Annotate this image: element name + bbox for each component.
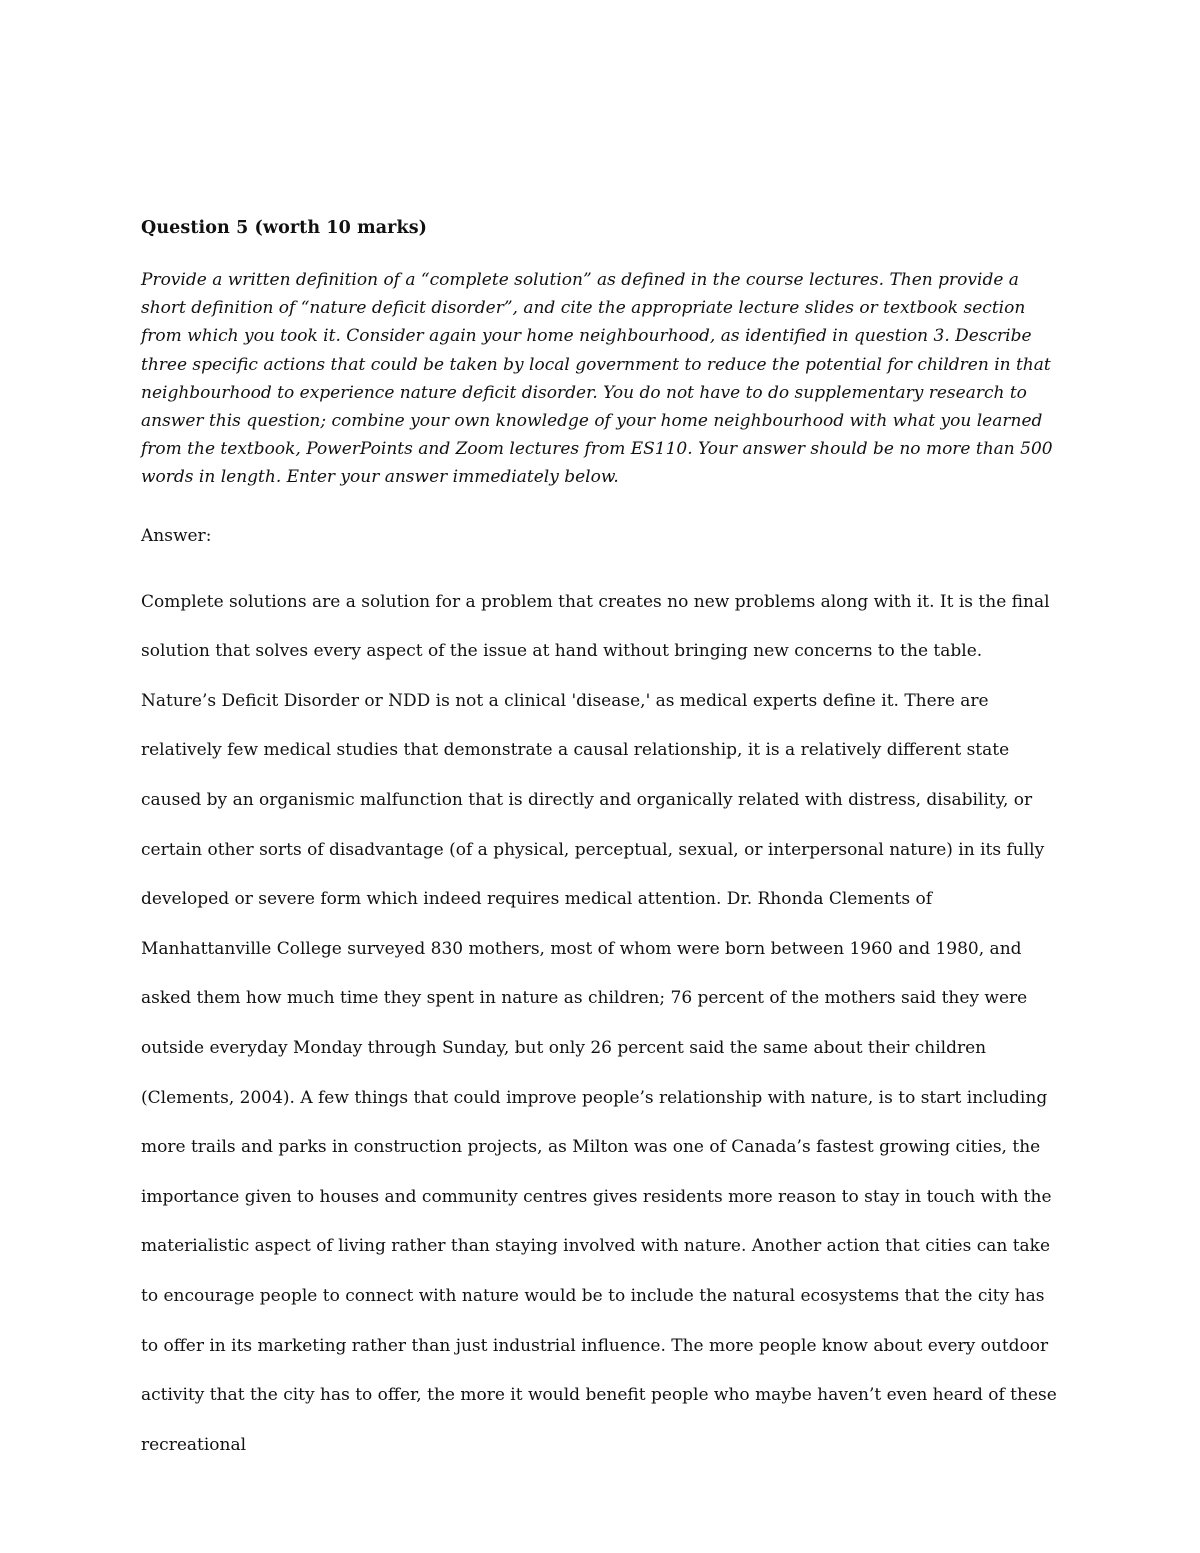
document-content [141, 214, 1061, 1470]
question-title: Question 5 (worth 10 marks) [141, 218, 428, 238]
question-prompt: Provide a written definition of a “complete solution” as defined in the course lectures. Then provide a short definition of “nature deficit disorder”, and cite the appropriate lecture slides or textbook section from which you took it. Consider again your home neighbourhood, as identified in question 3. Describe three specific actions that could be taken by local government to reduce the potential for children in that neighbourhood to experience nature deficit disorder. You do not have to do supplementary research to answer this question; combine your own knowledge of your home neighbourhood with what you learned from the textbook, PowerPoints and Zoom lectures from ES110. Your answer should be no more than 500 words in length. Enter your answer immediately below. [141, 270, 1053, 488]
answer-body: Complete solutions are a solution for a problem that creates no new problems along with it. It is the final solution that solves every aspect of the issue at hand without bringing new concerns to the table. Nature’s Deficit Disorder or NDD is not a clinical 'disease,' as medical experts define it. There are relatively few medical studies that demonstrate a causal relationship, it is a relatively different state caused by an organismic malfunction that is directly and organically related with distress, disability, or certain other sorts of disadvantage (of a physical, perceptual, sexual, or interpersonal nature) in its fully developed or severe form which indeed requires medical attention. Dr. Rhonda Clements of Manhattanville College surveyed 830 mothers, most of whom were born between 1960 and 1980, and asked them how much time they spent in nature as children; 76 percent of the mothers said they were outside everyday Monday through Sunday, but only 26 percent said the same about their children (Clements, 2004). A few things that could improve people’s relationship with nature, is to start including more trails and parks in construction projects, as Milton was one of Canada’s fastest growing cities, the importance given to houses and community centres gives residents more reason to stay in touch with the materialistic aspect of living rather than staying involved with nature. Another action that cities can take to encourage people to connect with nature would be to include the natural ecosystems that the city has to offer in its marketing rather than just industrial influence. The more people know about every outdoor activity that the city has to offer, the more it would benefit people who maybe haven’t even heard of these recreational [141, 591, 1057, 1455]
answer-label: Answer: [141, 525, 212, 546]
